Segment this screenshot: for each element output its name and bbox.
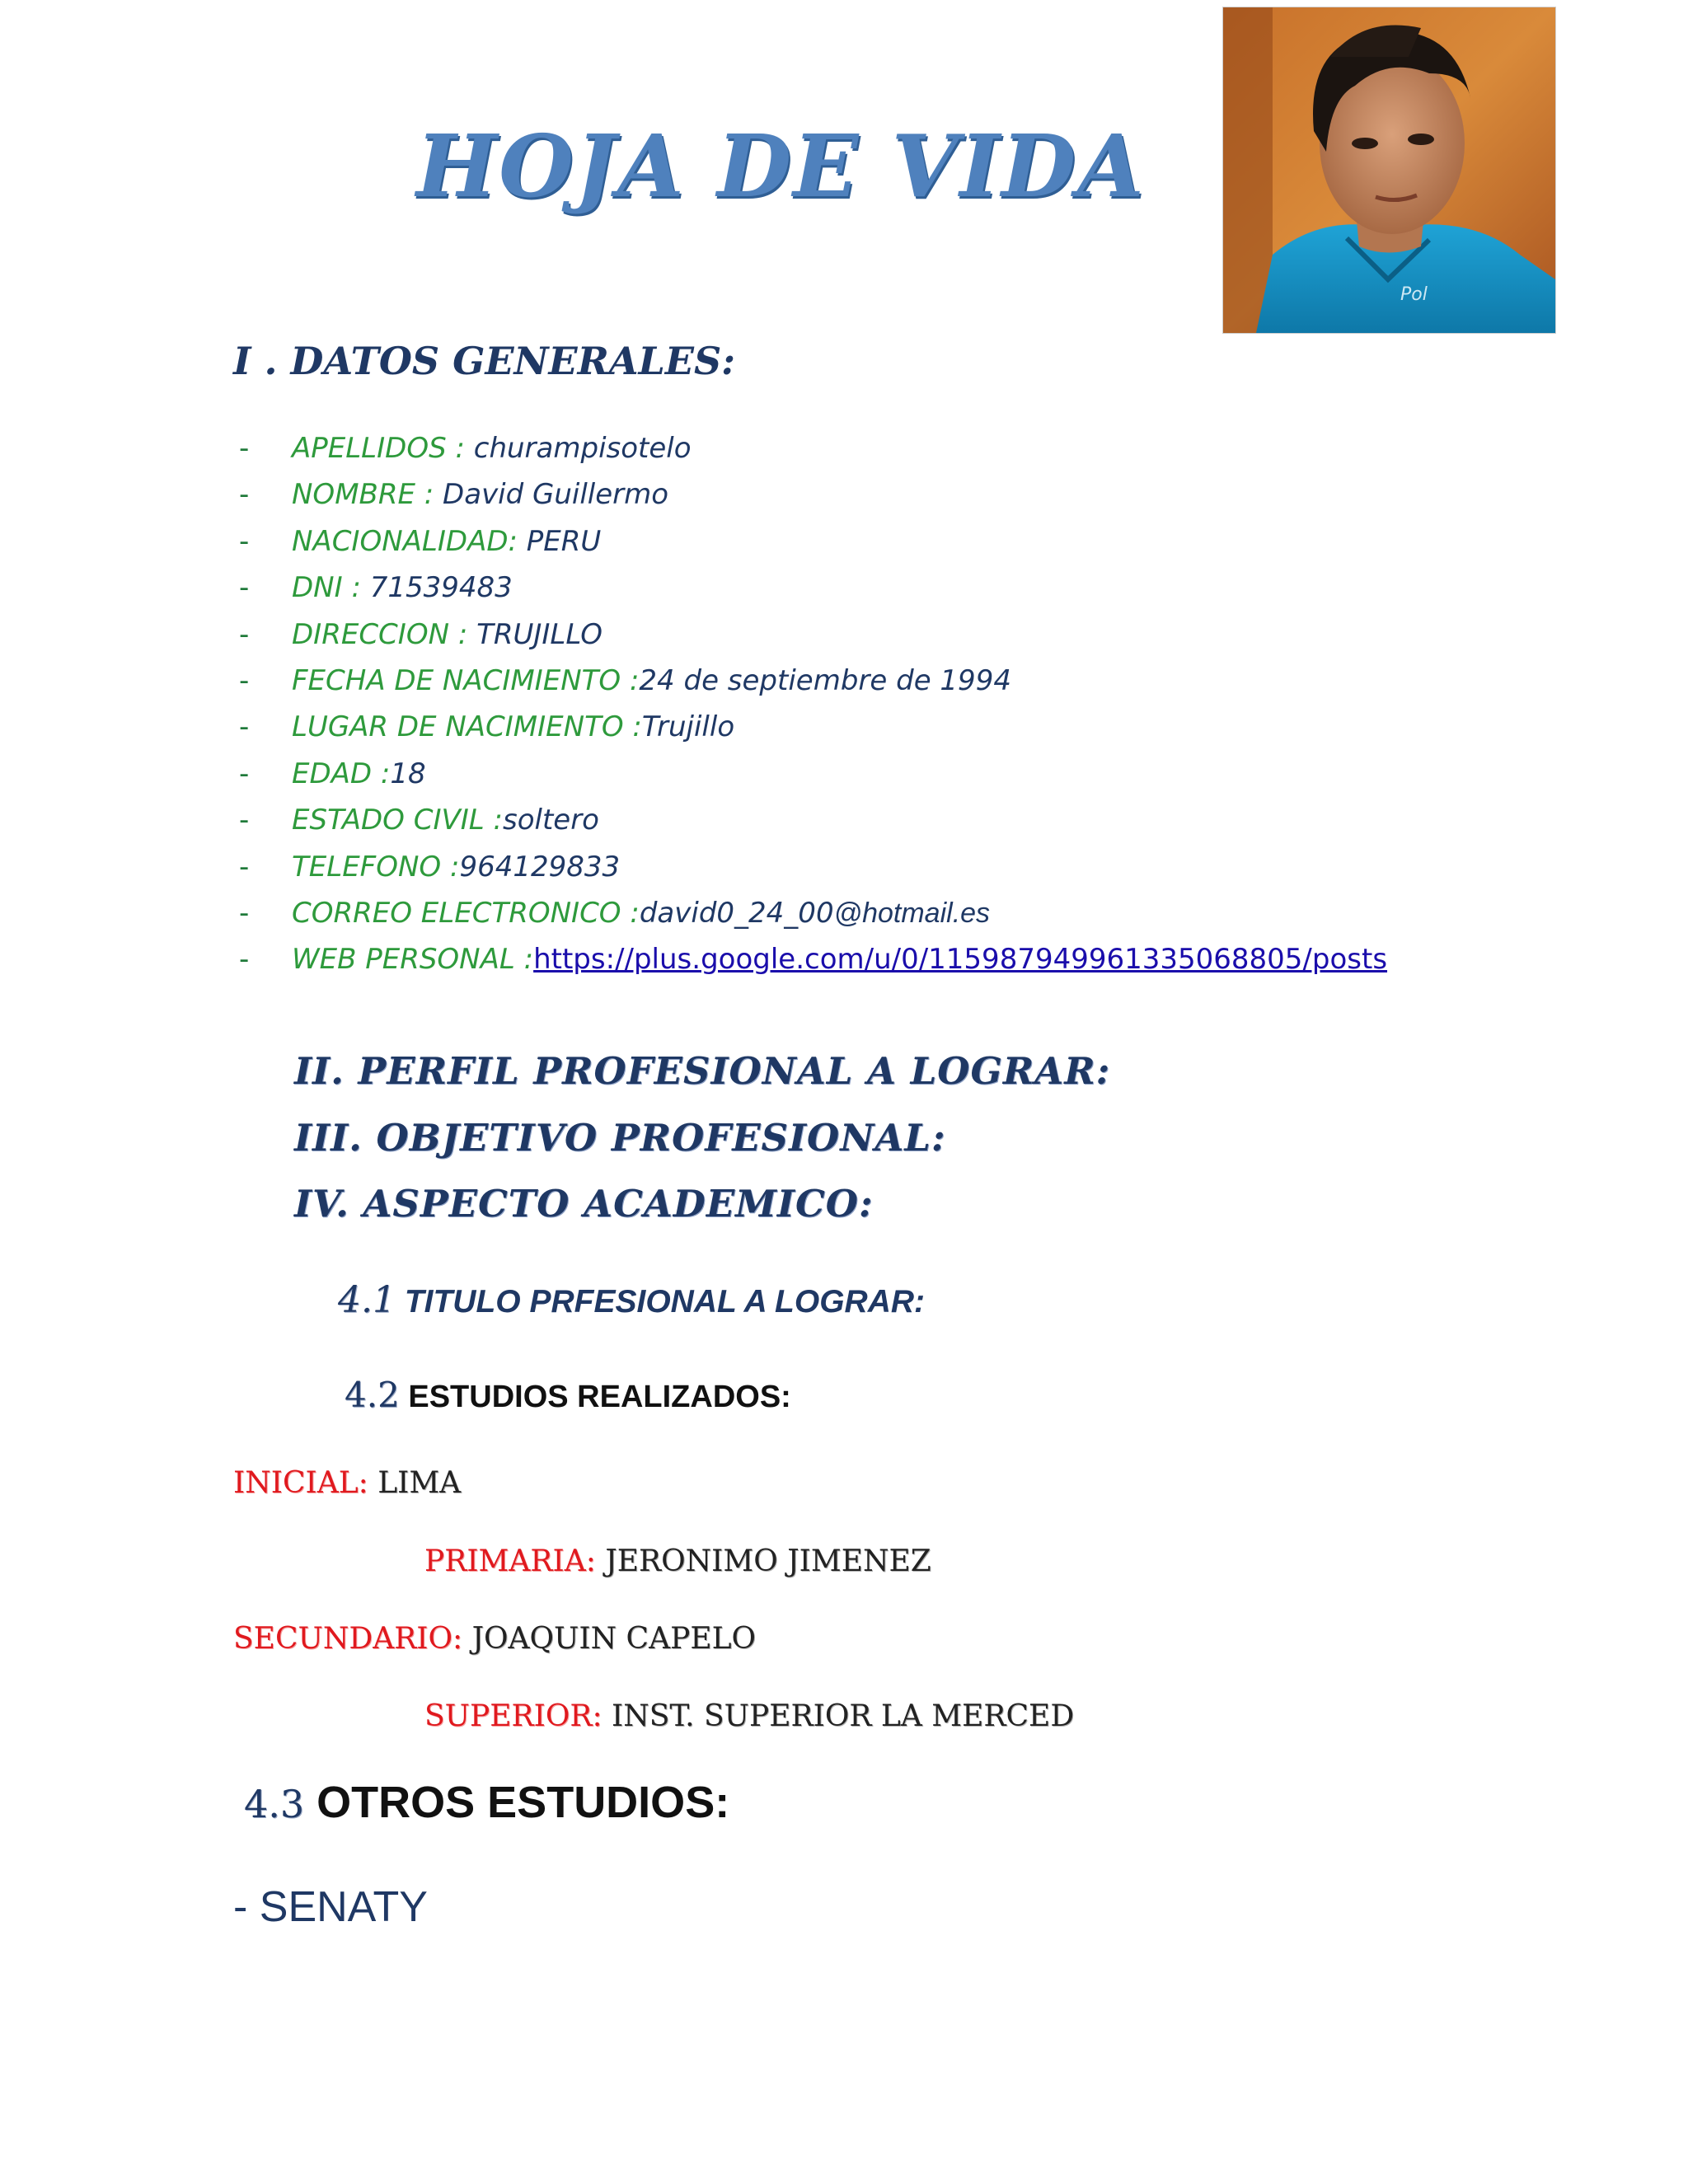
profile-photo xyxy=(1222,7,1556,334)
field-label: FECHA DE NACIMIENTO : xyxy=(292,663,640,697)
list-item-estado-civil xyxy=(239,797,1387,843)
field-label: ESTADO CIVIL : xyxy=(292,804,503,837)
list-item-apellidos xyxy=(239,425,1387,471)
study-label: PRIMARIA: xyxy=(424,1544,596,1578)
list-dash: - xyxy=(239,478,250,512)
section-heading-perfil: II. PERFIL PROFESIONAL A LOGRAR: xyxy=(294,1049,1111,1093)
subsection-number: 4.3 xyxy=(244,1782,305,1826)
list-item-dni xyxy=(239,565,1387,611)
list-dash: - xyxy=(239,896,250,930)
list-item-web xyxy=(239,936,1387,982)
field-label: TELEFONO : xyxy=(292,850,460,883)
subsection-number: 4.1 xyxy=(338,1279,396,1321)
field-value: 71539483 xyxy=(369,571,513,605)
subsection-title: TITULO PRFESIONAL A LOGRAR: xyxy=(395,1284,926,1319)
list-dash: - xyxy=(239,432,250,465)
field-value: Trujillo xyxy=(641,710,735,744)
email-domain: @hotmail.es xyxy=(833,897,991,929)
list-item-edad xyxy=(239,751,1387,797)
field-value: TRUJILLO xyxy=(476,617,603,651)
field-label: WEB PERSONAL : xyxy=(292,943,534,977)
field-label: CORREO ELECTRONICO : xyxy=(292,896,640,930)
list-item-lugar-nacimiento xyxy=(239,704,1387,750)
other-study-item: - SENATY xyxy=(233,1883,428,1931)
page-title: HOJA DE VIDA xyxy=(416,115,1146,217)
field-value: 18 xyxy=(390,757,426,790)
subsection-title: OTROS ESTUDIOS: xyxy=(304,1778,730,1827)
list-item-nacionalidad xyxy=(239,518,1387,565)
list-item-nombre xyxy=(239,471,1387,518)
list-dash: - xyxy=(239,617,250,651)
list-dash: - xyxy=(239,850,250,883)
field-label: NACIONALIDAD: xyxy=(292,524,527,558)
field-value: David Guillermo xyxy=(443,478,669,512)
section-heading-academico: IV. ASPECTO ACADEMICO: xyxy=(294,1182,874,1226)
study-primaria xyxy=(424,1544,931,1578)
study-value: JOAQUIN CAPELO xyxy=(462,1622,757,1656)
list-item-direccion xyxy=(239,612,1387,658)
field-value: churampisotelo xyxy=(473,432,692,465)
datos-generales-list xyxy=(239,425,1387,983)
study-superior xyxy=(424,1699,1075,1733)
field-label: LUGAR DE NACIMIENTO : xyxy=(292,710,642,744)
study-secundario xyxy=(233,1624,756,1654)
field-value: soltero xyxy=(502,804,599,837)
list-dash: - xyxy=(239,943,250,977)
subsection-otros-estudios xyxy=(244,1780,729,1825)
web-link[interactable]: https://plus.google.com/u/0/115987949961335068805/posts xyxy=(533,943,1388,977)
study-value: INST. SUPERIOR LA MERCED xyxy=(602,1699,1075,1733)
field-value: david0_24_00 xyxy=(639,896,834,930)
study-value: JERONIMO JIMENEZ xyxy=(595,1544,931,1578)
study-label: SUPERIOR: xyxy=(424,1699,603,1733)
field-label: DNI : xyxy=(292,571,370,605)
study-label: SECUNDARIO: xyxy=(233,1622,463,1656)
list-dash: - xyxy=(239,571,250,605)
list-dash: - xyxy=(239,757,250,790)
field-label: EDAD : xyxy=(292,757,391,790)
subsection-estudios xyxy=(345,1375,791,1415)
list-dash: - xyxy=(239,524,250,558)
field-value: PERU xyxy=(526,524,602,558)
svg-text:Pol: Pol xyxy=(1400,284,1428,305)
list-dash: - xyxy=(239,663,250,697)
study-value: LIMA xyxy=(368,1466,462,1500)
section-heading-datos-generales: I . DATOS GENERALES: xyxy=(233,339,736,383)
field-label: DIRECCION : xyxy=(292,617,477,651)
field-label: NOMBRE : xyxy=(292,478,443,512)
field-value: 964129833 xyxy=(459,850,621,883)
list-item-telefono xyxy=(239,844,1387,890)
profile-photo-icon xyxy=(1223,7,1555,333)
subsection-title: ESTUDIOS REALIZADOS: xyxy=(399,1380,791,1414)
field-label: APELLIDOS : xyxy=(292,432,474,465)
study-label: INICIAL: xyxy=(233,1466,368,1500)
list-item-correo xyxy=(239,890,1387,936)
subsection-number: 4.2 xyxy=(345,1375,400,1415)
section-heading-objetivo: III. OBJETIVO PROFESIONAL: xyxy=(294,1116,946,1160)
list-dash: - xyxy=(239,710,250,744)
list-dash: - xyxy=(239,804,250,837)
field-value: 24 de septiembre de 1994 xyxy=(639,663,1011,697)
list-item-fecha-nacimiento xyxy=(239,658,1387,704)
subsection-titulo xyxy=(338,1279,926,1321)
study-inicial xyxy=(233,1466,462,1500)
